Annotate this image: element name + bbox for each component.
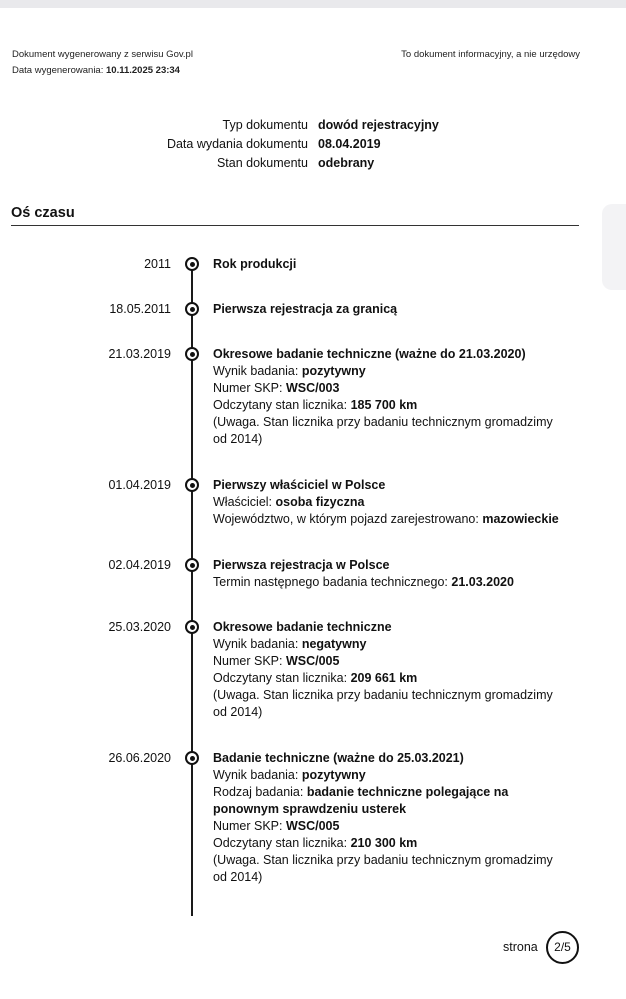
detail-label: Wynik badania: bbox=[213, 768, 302, 782]
event-detail bbox=[213, 835, 553, 852]
event-title: Badanie techniczne (ważne do 25.03.2021) bbox=[213, 751, 464, 765]
detail-value: pozytywny bbox=[301, 768, 366, 782]
event-detail bbox=[213, 363, 553, 380]
detail-label: Wynik badania: bbox=[213, 637, 302, 651]
event-detail bbox=[213, 494, 573, 511]
detail-label: Odczytany stan licznika: bbox=[213, 836, 351, 850]
event-body bbox=[213, 301, 553, 318]
generated-date-value: 10.11.2025 23:34 bbox=[106, 65, 180, 76]
detail-label: (Uwaga. Stan licznika przy badaniu technicznym gromadzimy od 2014) bbox=[213, 853, 553, 884]
detail-label: Właściciel: bbox=[213, 495, 276, 509]
event-title: Rok produkcji bbox=[213, 257, 297, 271]
event-date: 21.03.2019 bbox=[108, 347, 171, 361]
event-detail bbox=[213, 397, 553, 414]
event-detail bbox=[213, 636, 553, 653]
timeline-dot-icon bbox=[185, 620, 199, 634]
detail-value: WSC/005 bbox=[285, 819, 340, 833]
section-divider bbox=[11, 225, 579, 226]
detail-value: 210 300 km bbox=[350, 836, 418, 850]
event-body bbox=[213, 477, 573, 528]
detail-label: Odczytany stan licznika: bbox=[213, 398, 351, 412]
event-detail bbox=[213, 653, 553, 670]
event-note bbox=[213, 687, 553, 721]
event-detail bbox=[213, 511, 573, 528]
event-note bbox=[213, 852, 553, 886]
detail-label: Termin następnego badania technicznego: bbox=[213, 575, 452, 589]
timeline-dot-icon bbox=[185, 751, 199, 765]
document-issue-label: Data wydania dokumentu bbox=[166, 137, 308, 151]
detail-label: Numer SKP: bbox=[213, 654, 286, 668]
detail-label: Województwo, w którym pojazd zarejestrowano: bbox=[213, 512, 483, 526]
document-type-label: Typ dokumentu bbox=[222, 118, 308, 132]
page-label: strona bbox=[503, 940, 538, 954]
timeline-dot-icon bbox=[185, 257, 199, 271]
event-date: 18.05.2011 bbox=[109, 302, 171, 316]
timeline-dot-icon bbox=[185, 347, 199, 361]
event-body bbox=[213, 346, 553, 448]
detail-label: Rodzaj badania: bbox=[213, 785, 307, 799]
top-bar bbox=[0, 0, 626, 8]
event-date: 02.04.2019 bbox=[108, 558, 171, 572]
event-body bbox=[213, 256, 553, 273]
detail-label: Numer SKP: bbox=[213, 381, 286, 395]
detail-value: WSC/005 bbox=[285, 654, 340, 668]
event-title: Okresowe badanie techniczne (ważne do 21.03.2020) bbox=[213, 347, 526, 361]
event-body bbox=[213, 557, 553, 591]
event-detail bbox=[213, 670, 553, 687]
detail-value: pozytywny bbox=[301, 364, 366, 378]
page-indicator: 2/5 bbox=[546, 931, 579, 964]
document-status-label: Stan dokumentu bbox=[216, 156, 308, 170]
section-title: Oś czasu bbox=[11, 205, 75, 221]
detail-label: (Uwaga. Stan licznika przy badaniu technicznym gromadzimy od 2014) bbox=[213, 688, 553, 719]
timeline-dot-icon bbox=[185, 558, 199, 572]
detail-value: negatywny bbox=[301, 637, 367, 651]
event-date: 2011 bbox=[144, 257, 171, 271]
document-status-value: odebrany bbox=[318, 156, 375, 170]
event-title: Okresowe badanie techniczne bbox=[213, 620, 392, 634]
event-body bbox=[213, 750, 553, 886]
detail-value: 209 661 km bbox=[350, 671, 418, 685]
event-date: 26.06.2020 bbox=[108, 751, 171, 765]
document-type-value: dowód rejestracyjny bbox=[318, 118, 439, 132]
timeline-dot-icon bbox=[185, 302, 199, 316]
detail-value: mazowieckie bbox=[482, 512, 559, 526]
scroll-handle[interactable] bbox=[602, 204, 626, 290]
event-detail bbox=[213, 380, 553, 397]
detail-value: osoba fizyczna bbox=[275, 495, 365, 509]
event-date: 25.03.2020 bbox=[108, 620, 171, 634]
event-detail bbox=[213, 818, 553, 835]
event-date: 01.04.2019 bbox=[108, 478, 171, 492]
event-detail bbox=[213, 784, 553, 818]
event-note bbox=[213, 414, 553, 448]
generated-from bbox=[12, 49, 193, 61]
detail-value: badanie techniczne polegające na ponownym sprawdzeniu usterek bbox=[213, 785, 509, 816]
document-issue-value: 08.04.2019 bbox=[318, 137, 381, 151]
detail-label: (Uwaga. Stan licznika przy badaniu technicznym gromadzimy od 2014) bbox=[213, 415, 553, 446]
generated-date-label: Data wygenerowania: bbox=[12, 65, 104, 76]
detail-value: 21.03.2020 bbox=[451, 575, 514, 589]
disclaimer-text: To dokument informacyjny, a nie urzędowy bbox=[401, 49, 580, 60]
event-title: Pierwsza rejestracja w Polsce bbox=[213, 558, 390, 572]
detail-label: Wynik badania: bbox=[213, 364, 302, 378]
generated-from-text: Dokument wygenerowany z serwisu Gov.pl bbox=[12, 49, 193, 60]
timeline-dot-icon bbox=[185, 478, 199, 492]
detail-label: Odczytany stan licznika: bbox=[213, 671, 351, 685]
detail-value: 185 700 km bbox=[350, 398, 418, 412]
generated-date bbox=[12, 65, 180, 77]
detail-label: Numer SKP: bbox=[213, 819, 286, 833]
event-title: Pierwszy właściciel w Polsce bbox=[213, 478, 386, 492]
event-detail bbox=[213, 574, 553, 591]
detail-value: WSC/003 bbox=[285, 381, 340, 395]
event-body bbox=[213, 619, 553, 721]
event-detail bbox=[213, 767, 553, 784]
event-title: Pierwsza rejestracja za granicą bbox=[213, 302, 398, 316]
disclaimer bbox=[401, 49, 580, 61]
